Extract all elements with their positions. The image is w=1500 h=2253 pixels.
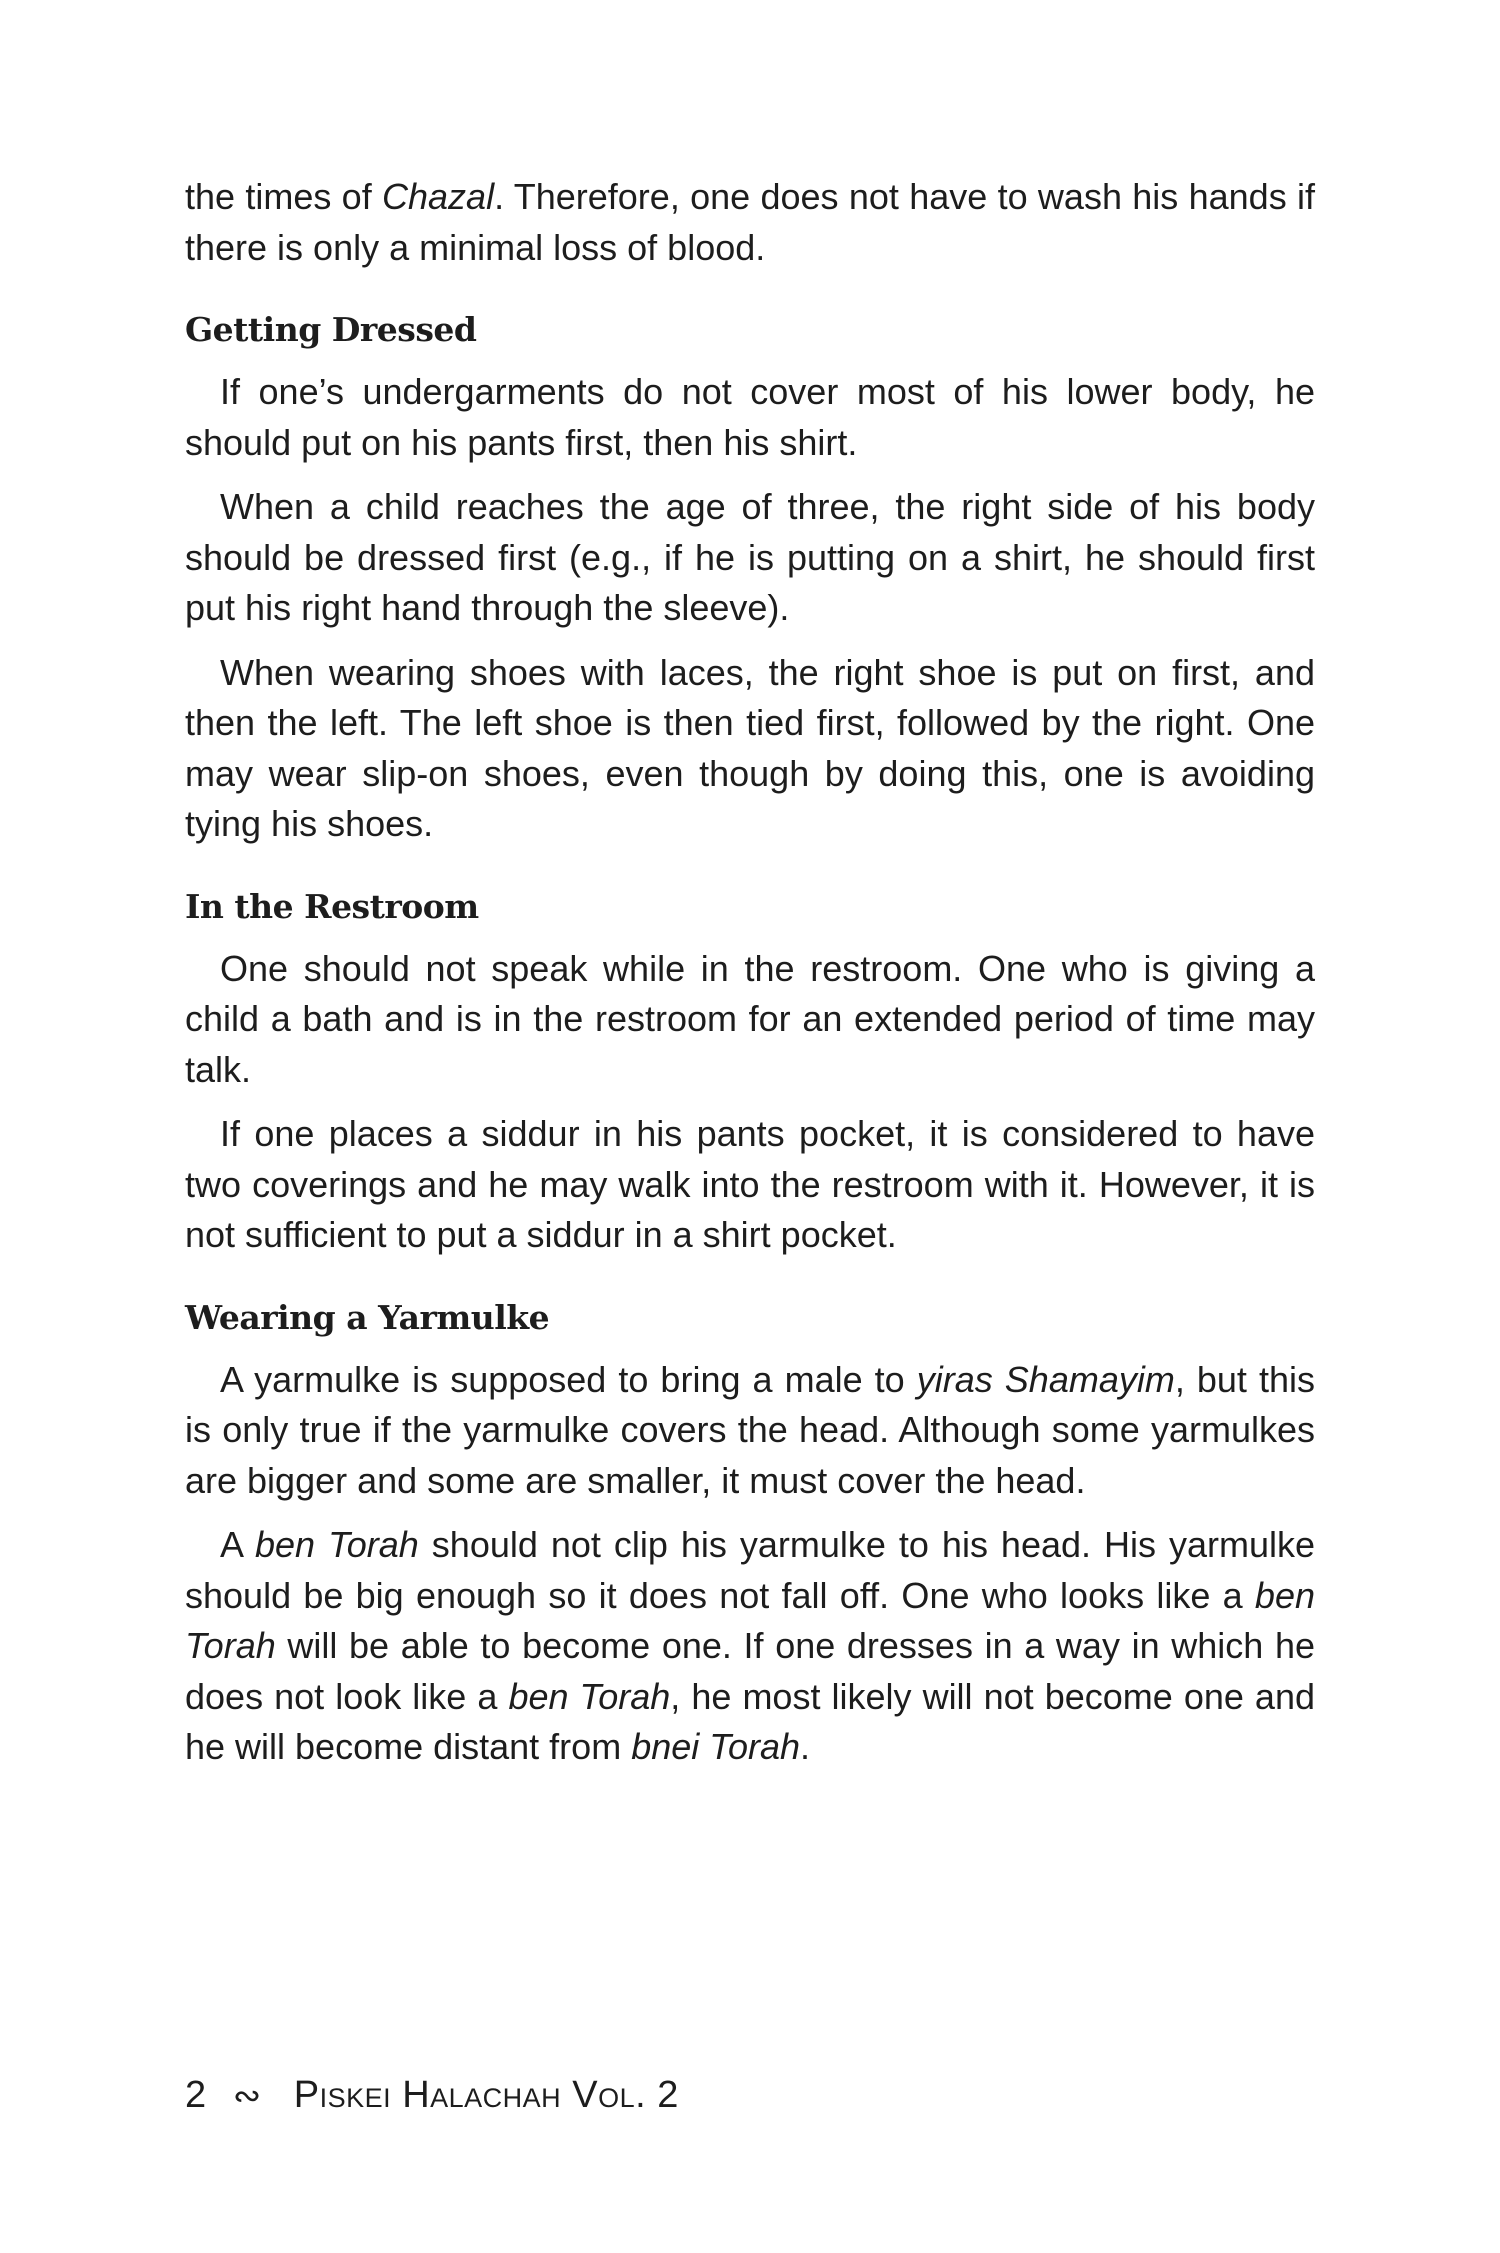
section-heading-wearing-a-yarmulke: Wearing a Yarmulke (185, 1297, 550, 1337)
paragraph: One should not speak while in the restroom. One who is giving a child a bath and is in the restroom for an extended period of time may talk. (185, 947, 1315, 1090)
paragraph: When a child reaches the age of three, the right side of his body should be dressed first (e.g., if he is putting on a shirt, he should first put his right hand through the sleeve). (185, 486, 1315, 628)
paragraph: the times of Chazal. Therefore, one does not have to wash his hands if there is only a minimal loss of blood. (185, 176, 1316, 268)
paragraph: If one places a siddur in his pants pocket, it is considered to have two coverings and he may walk into the restroom with it. However, it is not sufficient to put a siddur in a shirt pocket. (185, 1113, 1315, 1255)
italic-term: ben Torah (508, 1675, 671, 1717)
page-footer (185, 2070, 679, 2121)
page-body (185, 172, 1315, 1787)
page-number: 2 (185, 2074, 207, 2116)
italic-term: ben Torah (255, 1524, 419, 1565)
paragraph: When wearing shoes with laces, the right shoe is put on first, and then the left. The left shoe is then tied first, followed by the right. One may wear slip-on shoes, even though by doing this, one is avoiding tying his shoes. (185, 651, 1315, 844)
paragraph: A yarmulke is supposed to bring a male to yiras Shamayim, but this is only true if the yarmulke covers the head. Although some yarmulkes are bigger and some are smaller, it must cover the head. (185, 1358, 1315, 1501)
italic-term: ben Torah (185, 1574, 1315, 1666)
section-heading-getting-dressed: Getting Dressed (185, 310, 477, 349)
ornament-icon: ∾ (232, 2077, 262, 2115)
section-heading-in-the-restroom: In the Restroom (185, 886, 479, 926)
running-title: Piskei Halachah Vol. 2 (293, 2074, 679, 2116)
paragraph: A ben Torah should not clip his yarmulke to his head. His yarmulke should be big enough so it does not fall off. One who looks like a ben Torah will be able to become one. If one dresses in a way in which he does not look like a ben Torah, he most likely will not become one and he will become distant from bnei Torah. (185, 1524, 1316, 1767)
paragraph: If one’s undergarments do not cover most of his lower body, he should put on his pants first, then his shirt. (185, 371, 1315, 463)
italic-term: Chazal (382, 176, 495, 217)
italic-term: bnei Torah (631, 1726, 800, 1767)
italic-term: yiras Shamayim (916, 1358, 1175, 1400)
